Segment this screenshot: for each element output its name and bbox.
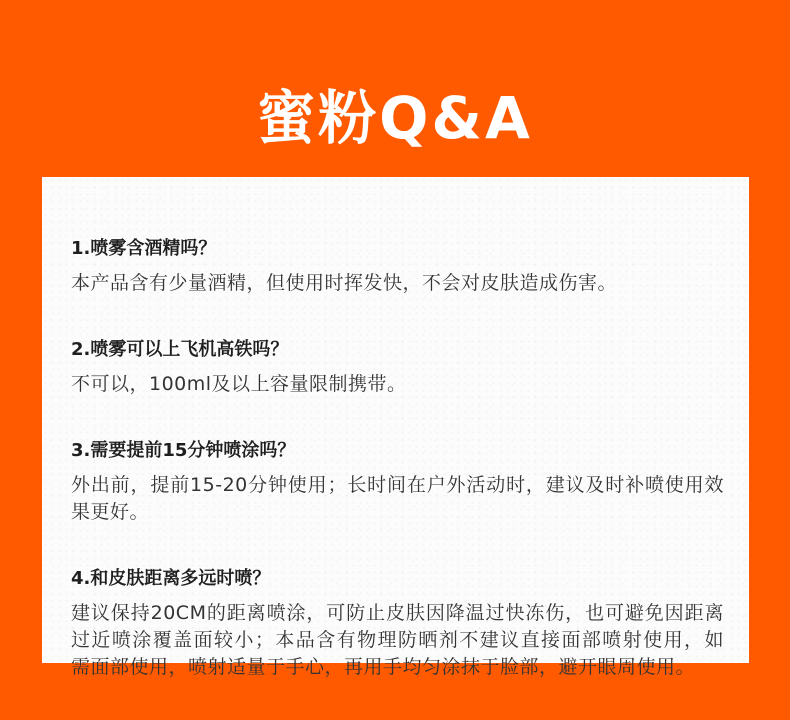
faq-item [71, 235, 724, 297]
answer-line: 外出前，提前15-20分钟使用；长时间在户外活动时，建议及时补喷使用效 [71, 474, 724, 496]
answer-line: 果更好。 [71, 501, 150, 523]
faq-item [71, 336, 724, 398]
faq-item [71, 437, 724, 526]
page-title: 蜜粉Q&A [257, 84, 533, 152]
faq-list [71, 235, 724, 720]
faq-card [42, 177, 749, 678]
answer-line: 建议保持20CM的距离喷涂，可防止皮肤因降温过快冻伤，也可避免因距离 [71, 602, 724, 624]
answer-line: 过近喷涂覆盖面较小；本品含有物理防晒剂不建议直接面部喷射使用，如 [71, 629, 724, 651]
faq-question: 1.喷雾含酒精吗？ [71, 238, 217, 259]
faq-answer [71, 600, 724, 681]
faq-item [71, 565, 724, 681]
faq-answer [71, 472, 724, 526]
faq-answer [71, 371, 724, 398]
answer-line: 不可以，100ml及以上容量限制携带。 [71, 373, 407, 395]
faq-answer [71, 270, 724, 297]
answer-line: 需面部使用，喷射适量于手心，再用手均匀涂抹于脸部，避开眼周使用。 [71, 656, 696, 678]
faq-question: 4.和皮肤距离多远时喷？ [71, 568, 271, 589]
faq-question: 3.需要提前15分钟喷涂吗？ [71, 440, 296, 461]
faq-question: 2.喷雾可以上飞机高铁吗？ [71, 339, 289, 360]
answer-line: 本产品含有少量酒精，但使用时挥发快，不会对皮肤造成伤害。 [71, 272, 618, 294]
